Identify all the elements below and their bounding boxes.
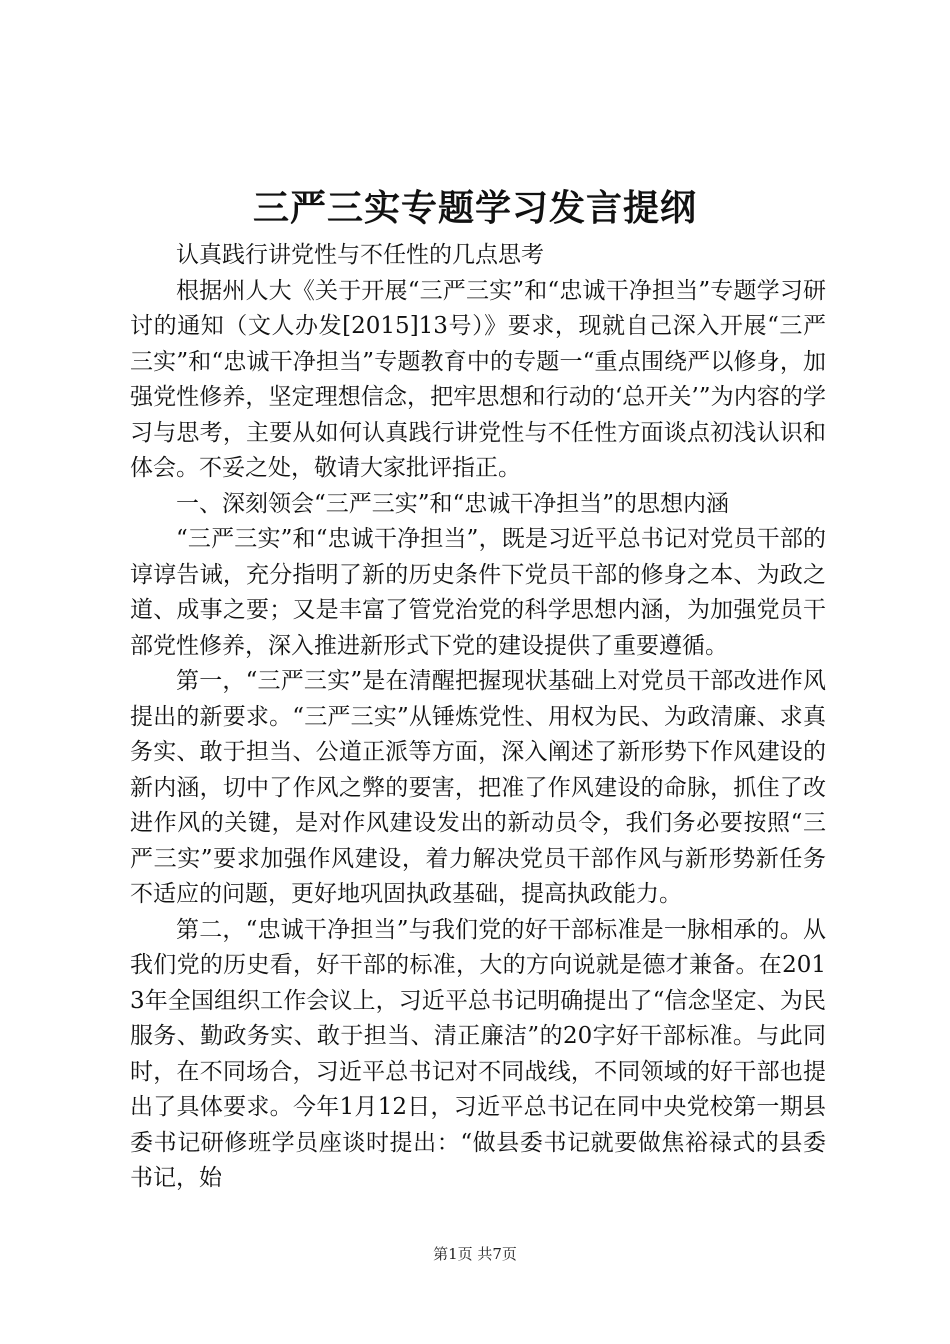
paragraph-subtitle: 认真践行讲党性与不任性的几点思考 (176, 242, 544, 268)
section-heading-1: 一、深刻领会“三严三实”和“忠诚干净担当”的思想内涵 (176, 490, 730, 517)
document-title: 三严三实专题学习发言提纲 (252, 187, 697, 229)
paragraph-body: 第一，“三严三实”是在清醒把握现状基础上对党员干部改进作风提出的新要求。“三严三实”从锤炼党性、用权为民、为政清廉、求真务实、敢于担当、公道正派等方面，深入阐述了新形势下作风建设的新内涵，切中了作风之弊的要害，把准了作风建设的命脉，抓住了改进作风的关键，是对作风建设发出的新动员令，我们务必要按照“三严三实”要求加强作风建设，着力解决党员干部作风与新形势新任务不适应的问题，更好地巩固执政基础，提高执政能力。 (130, 668, 826, 907)
paragraph-body: 第二，“忠诚干净担当”与我们党的好干部标准是一脉相承的。从我们党的历史看，好干部的标准，大的方向说就是德才兼备。在2013年全国组织工作会议上，习近平总书记明确提出了“信念坚定、为民服务、勤政务实、敢于担当、清正廉洁”的20字好干部标准。与此同时，在不同场合，习近平总书记对不同战线，不同领域的好干部也提出了具体要求。今年1月12日，习近平总书记在同中央党校第一期县委书记研修班学员座谈时提出：“做县委书记就要做焦裕禄式的县委书记，始 (130, 916, 826, 1191)
page-number-footer: 第1页 共7页 (433, 1245, 517, 1263)
paragraph-intro: 根据州人大《关于开展“三严三实”和“忠诚干净担当”专题学习研讨的通知（文人办发[2015]13号）》要求，现就自己深入开展“三严三实”和“忠诚干净担当”专题教育中的专题一“重点围绕严以修身，加强党性修养，坚定理想信念，把牢思想和行动的‘总开关’”为内容的学习与思考，主要从如何认真践行讲党性与不任性方面谈点初浅认识和体会。不妥之处，敬请大家批评指正。 (130, 277, 826, 481)
document-body (130, 238, 826, 1197)
paragraph-body: “三严三实”和“忠诚干净担当”，既是习近平总书记对党员干部的谆谆告诫，充分指明了新的历史条件下党员干部的修身之本、为政之道、成事之要；又是丰富了管党治党的科学思想内涵，为加强党员干部党性修养，深入推进新形式下党的建设提供了重要遵循。 (130, 526, 826, 659)
